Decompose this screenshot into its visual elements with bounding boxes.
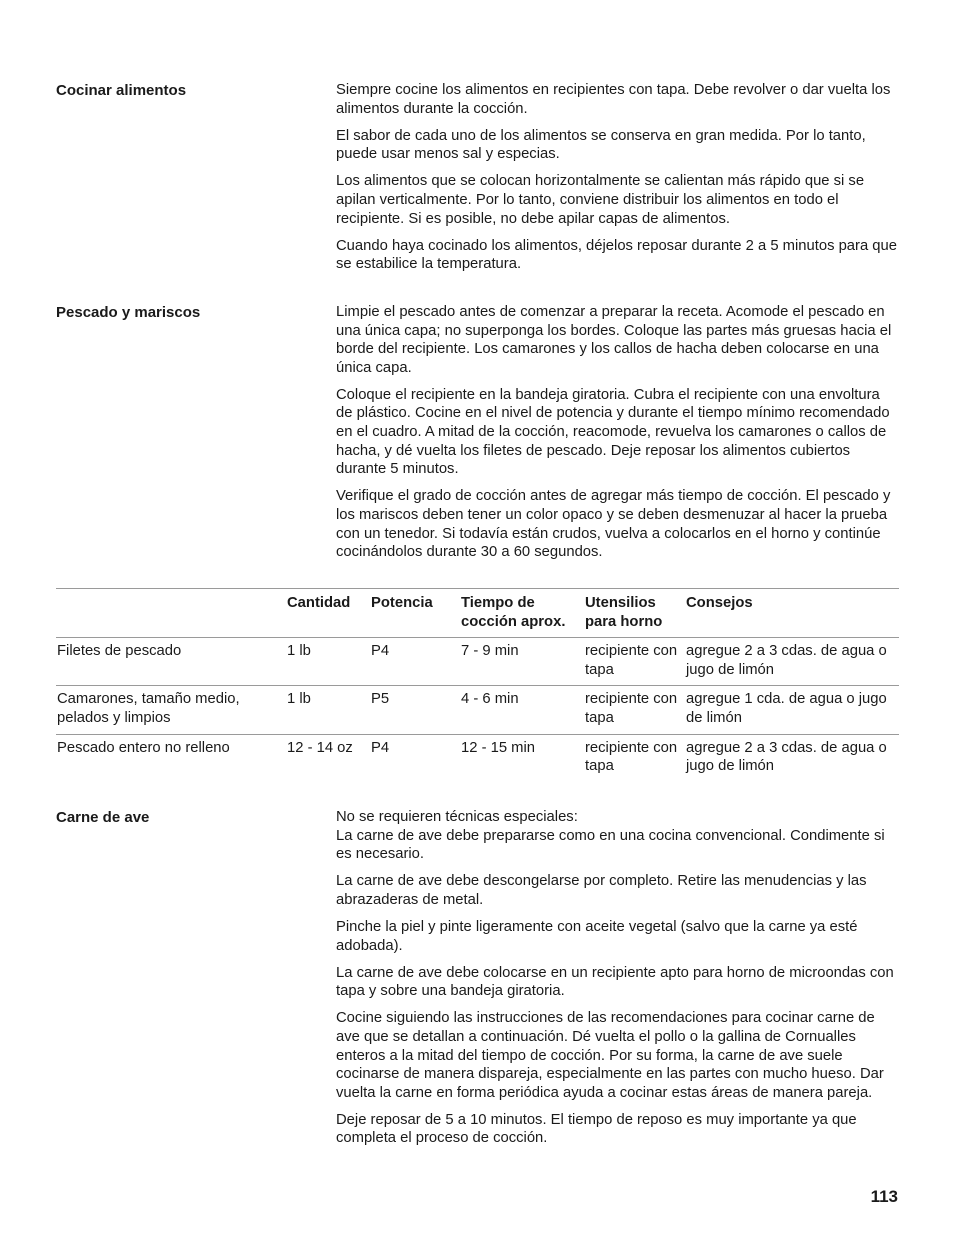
section-heading: Carne de ave	[56, 809, 150, 826]
cell-tiempo: 12 - 15 min	[461, 739, 536, 756]
section-heading: Cocinar alimentos	[56, 82, 187, 99]
cell-utensilios: recipiente con tapa	[585, 686, 686, 734]
paragraph: Cocine siguiendo las instrucciones de las recomendaciones para cocinar carne de ave que se detallan a continuación. Dé vuelta el pollo o la gallina de Cornualles enteros a la mitad del tiempo de cocción. Por su forma, la carne de ave suele cocinarse de manera dispareja, especialmente en las partes con mucho hueso. Dar vuelta la carne en forma periódica ayuda a cocinar estas áreas de manera pareja.	[336, 1010, 884, 1101]
section-body	[336, 303, 899, 570]
cell-tiempo: 7 - 9 min	[461, 638, 585, 686]
page-number: 113	[870, 1187, 898, 1206]
table-row	[56, 734, 899, 782]
header-consejos: Consejos	[686, 589, 899, 638]
paragraph: La carne de ave debe colocarse en un recipiente apto para horno de microondas con tapa y sobre una bandeja giratoria.	[336, 964, 894, 1000]
fish-cooking-table	[56, 588, 899, 782]
section-body	[336, 808, 899, 1157]
cell-potencia: P4	[371, 739, 390, 756]
cell-cantidad: 1 lb	[287, 686, 371, 734]
cell-utensilios: recipiente con tapa	[585, 638, 686, 686]
paragraph: No se requieren técnicas especiales: La carne de ave debe prepararse como en una cocina convencional. Condimente si es necesario.	[336, 809, 885, 863]
section-body	[336, 81, 899, 282]
section-heading: Pescado y mariscos	[56, 304, 201, 321]
paragraph: El sabor de cada uno de los alimentos se conserva en gran medida. Por lo tanto, puede usar menos sal y especias.	[336, 127, 866, 163]
cell-food: Pescado entero no relleno	[57, 739, 230, 756]
paragraph: Limpie el pescado antes de comenzar a preparar la receta. Acomode el pescado en una única capa; no superponga los bordes. Coloque las partes más gruesas hacia el borde del recipiente. Los camarones y los callos de hacha deben colocarse en una única capa.	[336, 304, 892, 376]
cell-potencia: P4	[371, 638, 461, 686]
table-row	[56, 686, 899, 734]
cell-potencia: P5	[371, 686, 461, 734]
cell-food: Filetes de pescado	[56, 638, 287, 686]
table-header-row	[56, 589, 899, 638]
header-utensilios: Utensilios para horno	[585, 589, 686, 638]
paragraph: Cuando haya cocinado los alimentos, déjelos reposar durante 2 a 5 minutos para que se estabilice la temperatura.	[336, 237, 897, 273]
cell-consejos: agregue 2 a 3 cdas. de agua o jugo de limón	[686, 638, 899, 686]
paragraph: Coloque el recipiente en la bandeja giratoria. Cubra el recipiente con una envoltura de plástico. Cocine en el nivel de potencia y durante el tiempo mínimo recomendado en el cuadro. A mitad de la cocción, reacomode, revuelva los camarones o callos de hacha, y dé vuelta los filetes de pescado. Deje reposar los alimentos cubiertos durante 5 minutos.	[336, 386, 890, 478]
paragraph: Los alimentos que se colocan horizontalmente se calientan más rápido que si se apilan verticalmente. Por lo tanto, conviene distribuir los alimentos en todo el recipiente. Si es posible, no debe apilar capas de alimentos.	[336, 173, 865, 227]
header-tiempo: Tiempo de cocción aprox.	[461, 589, 585, 638]
table-row	[56, 638, 899, 686]
paragraph: Pinche la piel y pinte ligeramente con aceite vegetal (salvo que la carne ya esté adobada).	[336, 918, 858, 954]
cell-consejos: agregue 1 cda. de agua o jugo de limón	[686, 686, 899, 734]
cell-cantidad: 12 - 14 oz	[287, 739, 353, 756]
paragraph: Verifique el grado de cocción antes de agregar más tiempo de cocción. El pescado y los mariscos deben tener un color opaco y se deben desmenuzar al hacer la prueba con un tenedor. Si todavía están crudos, vuelva a colocarlos en el horno y continúe cocinándolos durante 30 a 60 segundos.	[336, 488, 891, 561]
cell-tiempo: 4 - 6 min	[461, 686, 585, 734]
header-food	[56, 589, 287, 638]
cell-food: Camarones, tamaño medio, pelados y limpios	[56, 686, 287, 734]
cell-consejos: agregue 2 a 3 cdas. de agua o jugo de limón	[686, 739, 887, 775]
paragraph: Siempre cocine los alimentos en recipientes con tapa. Debe revolver o dar vuelta los alimentos durante la cocción.	[336, 82, 891, 117]
cell-cantidad: 1 lb	[287, 638, 371, 686]
paragraph: Deje reposar de 5 a 10 minutos. El tiempo de reposo es muy importante ya que completa el proceso de cocción.	[336, 1111, 857, 1147]
header-cantidad: Cantidad	[287, 589, 371, 638]
header-potencia: Potencia	[371, 589, 461, 638]
cell-utensilios: recipiente con tapa	[585, 739, 678, 775]
paragraph: La carne de ave debe descongelarse por completo. Retire las menudencias y las abrazaderas de metal.	[336, 873, 867, 908]
